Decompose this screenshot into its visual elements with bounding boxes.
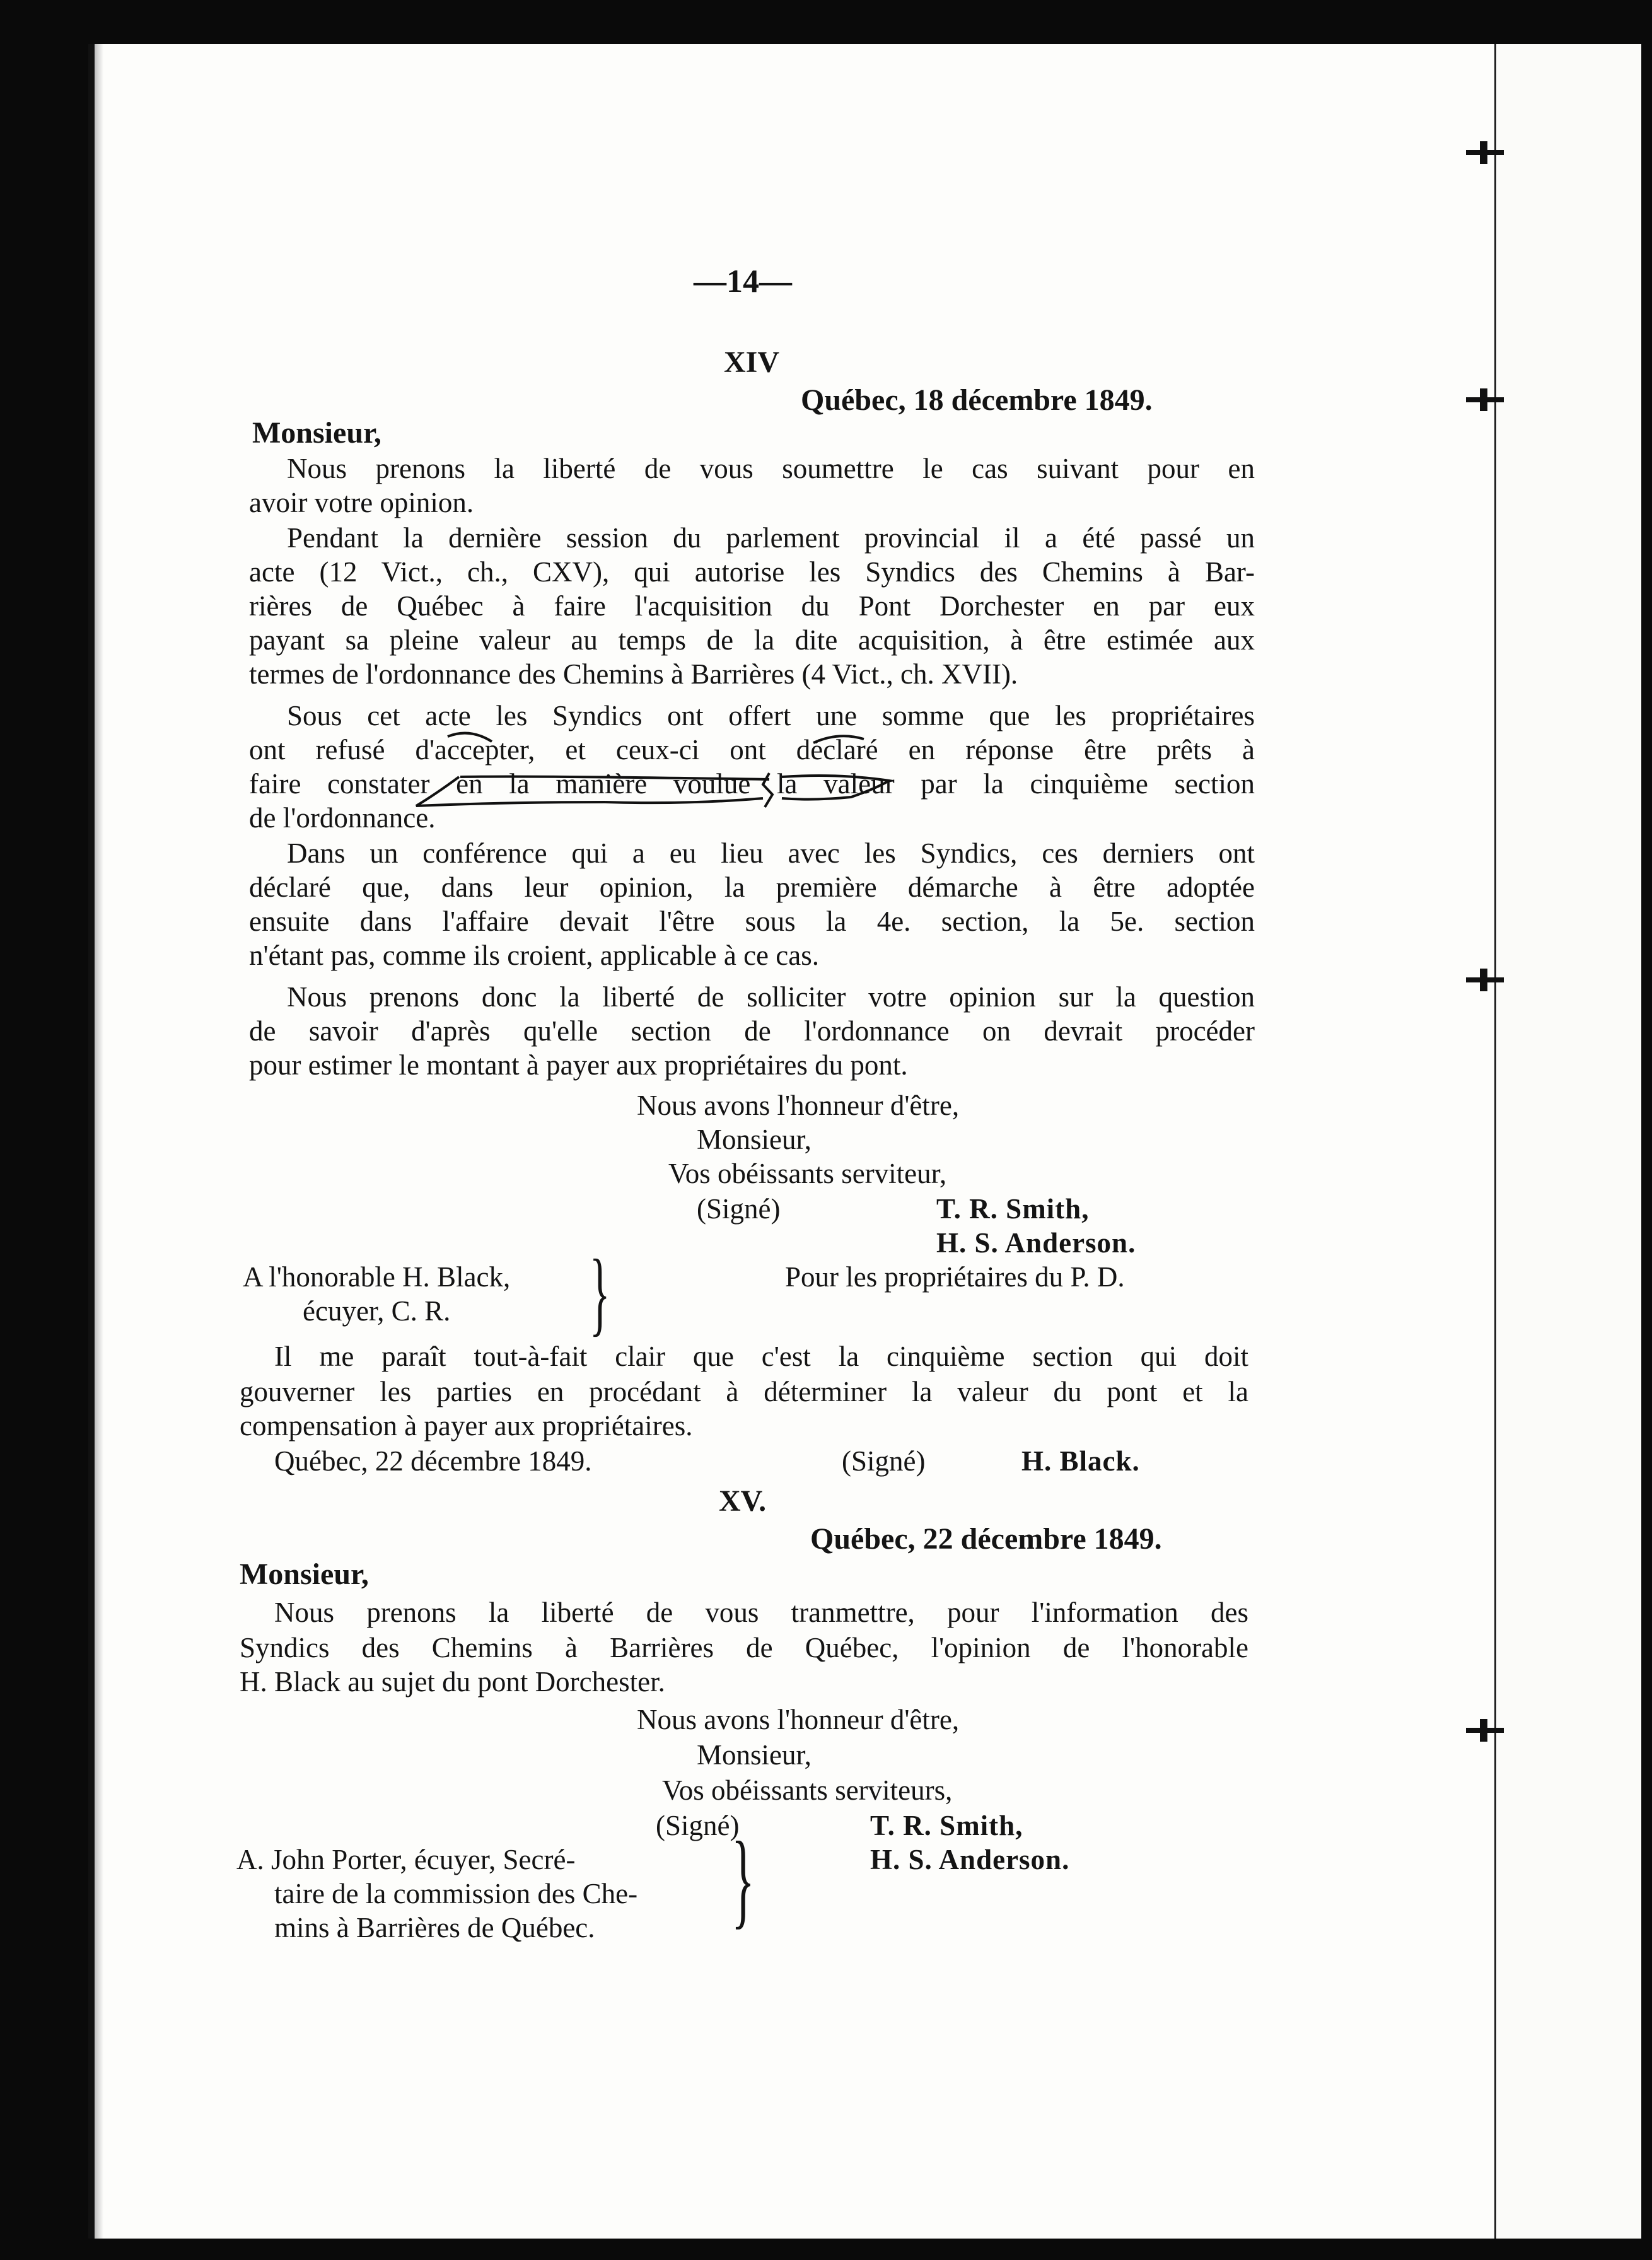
signe-label: (Signé) (697, 1193, 781, 1225)
signatory-name: T. R. Smith, (870, 1810, 1023, 1841)
page-number: —14— (694, 264, 792, 300)
opinion-signer: H. Black. (1021, 1445, 1140, 1477)
body-line: Sous cet acte les Syndics ont offert une somme que les propriétaires (287, 700, 1255, 731)
closing-line: Vos obéissants serviteurs, (662, 1774, 953, 1806)
body-line: ensuite dans l'affaire devait l'être sous la 4e. section, la 5e. section (249, 906, 1255, 937)
body-line: Nous prenons donc la liberté de solliciter votre opinion sur la question (287, 981, 1255, 1013)
body-line: faire constater en la manière voulue la valeur par la cinquième section (249, 768, 1255, 800)
page-gutter-shadow (95, 44, 103, 2239)
letter-date: Québec, 22 décembre 1849. (810, 1522, 1162, 1556)
letter-numeral: XIV (724, 346, 780, 379)
signatory-name: H. S. Anderson. (936, 1227, 1136, 1259)
body-line: ont refusé d'accepter, et ceux-ci ont déclaré en réponse être prêts à (249, 734, 1255, 766)
body-line: Nous prenons la liberté de vous tranmettre, pour l'information des (274, 1597, 1248, 1628)
body-line: termes de l'ordonnance des Chemins à Barrières (4 Vict., ch. XVII). (249, 658, 1018, 690)
body-line: payant sa pleine valeur au temps de la dite acquisition, à être estimée aux (249, 624, 1255, 656)
opinion-line: gouverner les parties en procédant à déterminer la valeur du pont et la (240, 1376, 1248, 1407)
addressee-line: mins à Barrières de Québec. (274, 1912, 595, 1943)
body-line: déclaré que, dans leur opinion, la première démarche à être adoptée (249, 871, 1255, 903)
salutation: Monsieur, (252, 416, 381, 450)
addressee-line: taire de la commission des Che- (274, 1878, 638, 1909)
salutation: Monsieur, (240, 1558, 369, 1591)
binding-mark (1466, 150, 1504, 155)
addressee-line: A l'honorable H. Black, (243, 1261, 511, 1293)
addressee-line: A. John Porter, écuyer, Secré- (236, 1844, 576, 1875)
addressee-line: écuyer, C. R. (303, 1295, 451, 1327)
on-behalf-line: Pour les propriétaires du P. D. (785, 1261, 1125, 1293)
body-line: de savoir d'après qu'elle section de l'ordonnance on devrait procéder (249, 1015, 1255, 1047)
signe-label: (Signé) (656, 1810, 740, 1841)
signatory-name: H. S. Anderson. (870, 1844, 1070, 1875)
adjacent-page-edge (1494, 44, 1641, 2239)
body-line: Pendant la dernière session du parlement provincial il a été passé un (287, 522, 1255, 554)
opinion-line: compensation à payer aux propriétaires. (240, 1410, 693, 1442)
body-line: Nous prenons la liberté de vous soumettre le cas suivant pour en (287, 453, 1255, 484)
body-line: pour estimer le montant à payer aux propriétaires du pont. (249, 1049, 908, 1081)
body-line: H. Black au sujet du pont Dorchester. (240, 1666, 665, 1698)
closing-line: Monsieur, (697, 1739, 811, 1771)
closing-line: Vos obéissants serviteur, (668, 1158, 947, 1189)
letter-date: Québec, 18 décembre 1849. (801, 383, 1153, 417)
closing-line: Nous avons l'honneur d'être, (637, 1704, 960, 1735)
binding-mark (1466, 397, 1504, 402)
closing-line: Nous avons l'honneur d'être, (637, 1090, 960, 1121)
body-line: acte (12 Vict., ch., CXV), qui autorise les Syndics des Chemins à Bar- (249, 556, 1255, 588)
body-line: Syndics des Chemins à Barrières de Québec, l'opinion de l'honorable (240, 1632, 1248, 1663)
body-line: de l'ordonnance. (249, 802, 436, 834)
closing-line: Monsieur, (697, 1124, 811, 1155)
brace-glyph: } (590, 1240, 610, 1345)
opinion-date: Québec, 22 décembre 1849. (274, 1445, 592, 1477)
pen-annotation (410, 731, 914, 832)
body-line: n'étant pas, comme ils croient, applicable à ce cas. (249, 940, 819, 971)
binding-mark (1466, 977, 1504, 982)
brace-glyph: } (731, 1820, 755, 1938)
body-line: Dans un conférence qui a eu lieu avec les Syndics, ces derniers ont (287, 837, 1255, 869)
binding-mark (1466, 1728, 1504, 1733)
letter-numeral: XV. (719, 1484, 767, 1518)
body-line: rières de Québec à faire l'acquisition du Pont Dorchester en par eux (249, 590, 1255, 622)
signe-label: (Signé) (842, 1445, 926, 1477)
opinion-line: Il me paraît tout-à-fait clair que c'est la cinquième section qui doit (274, 1341, 1248, 1372)
signatory-name: T. R. Smith, (936, 1193, 1090, 1225)
body-line: avoir votre opinion. (249, 487, 474, 518)
